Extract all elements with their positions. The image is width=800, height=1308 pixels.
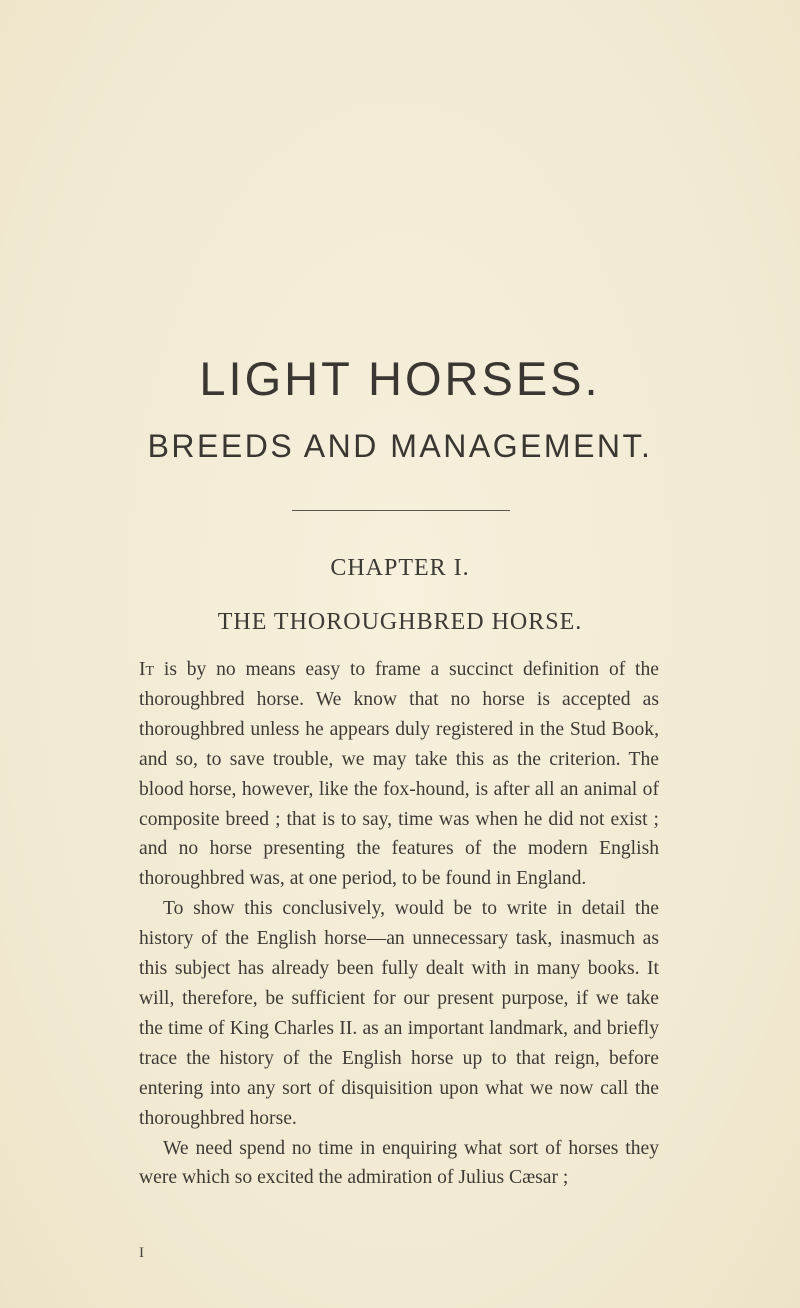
body-text — [139, 655, 659, 1193]
book-title: LIGHT HORSES. — [199, 352, 601, 405]
paragraph-1 — [139, 655, 659, 894]
chapter-title: THE THOROUGHBRED HORSE. — [217, 609, 583, 635]
book-subtitle: BREEDS AND MANAGEMENT. — [147, 428, 653, 464]
title-divider — [292, 510, 510, 511]
paragraph-3: We need spend no time in enquiring what sort of horses they were which so excited the admiration of Julius Cæsar ; — [139, 1137, 659, 1189]
paragraph-1-text: is by no means easy to frame a succinct definition of the thoroughbred horse. We know that no horse is accepted as thoroughbred unless he appears duly registered in the Stud Book, and so, to save trouble, we may take this as the criterion. The blood horse, however, like the fox-hound, is after all an animal of composite breed ; that is to say, time was when he did not exist ; and no horse presenting the features of the modern English thoroughbred was, at one period, to be found in England. — [139, 659, 659, 890]
paragraph-1-lead: It — [139, 659, 155, 680]
paragraph-2: To show this conclusively, would be to write in detail the history of the English horse—an unnecessary task, inasmuch as this subject has already been fully dealt with in many books. It will, therefore, be sufficient for our present purpose, if we take the time of King Charles II. as an important landmark, and briefly trace the history of the English horse up to that reign, before entering into any sort of disquisition upon what we now call the thoroughbred horse. — [139, 898, 659, 1129]
page-number: I — [139, 1245, 144, 1261]
chapter-number: CHAPTER I. — [330, 555, 470, 581]
